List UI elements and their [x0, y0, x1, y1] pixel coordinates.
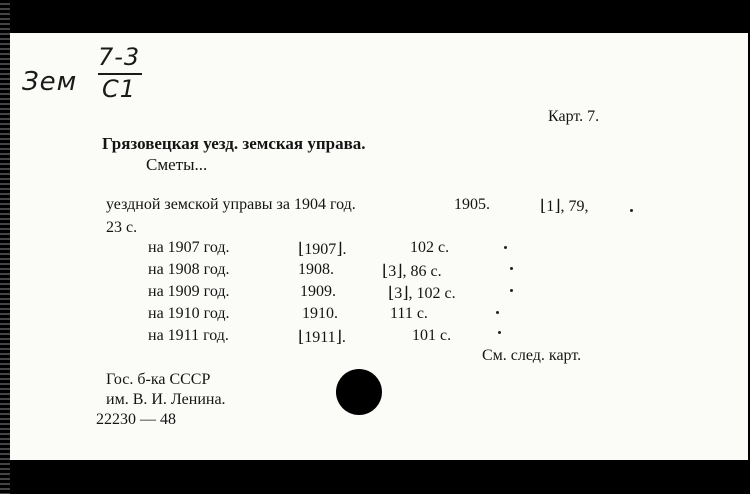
- speck: [510, 267, 513, 270]
- speck: [498, 331, 501, 334]
- row-label: на 1909 год.: [148, 283, 230, 300]
- card-edge-shadow: [0, 0, 10, 494]
- row-pages: ⌊3⌋, 86 с.: [382, 263, 442, 280]
- row-year: 1909.: [300, 283, 336, 300]
- entry-line-2: 23 с.: [106, 219, 138, 236]
- row-pages: 111 с.: [390, 305, 428, 322]
- row-label: на 1907 год.: [148, 239, 230, 256]
- row-year: ⌊1907⌋.: [298, 241, 347, 258]
- card-number: Карт. 7.: [548, 108, 600, 125]
- handwritten-fraction-top: 7-3: [98, 43, 141, 71]
- row-year: ⌊1911⌋.: [298, 329, 346, 346]
- row-pages: ⌊3⌋, 102 с.: [388, 285, 456, 302]
- speck: [504, 246, 507, 249]
- entry-line-1-volume: ⌊1⌋, 79,: [540, 198, 589, 215]
- row-year: 1908.: [298, 261, 334, 278]
- entry-line-1: уездной земской управы за 1904 год.: [106, 196, 356, 213]
- library-stamp-line-2: им. В. И. Ленина.: [106, 391, 226, 408]
- row-year: 1910.: [302, 305, 338, 322]
- row-pages: 101 с.: [412, 327, 452, 344]
- entry-line-1-year: 1905.: [454, 196, 490, 213]
- card-subtitle: Сметы...: [146, 155, 208, 174]
- row-label: на 1911 год.: [148, 327, 229, 344]
- speck: [510, 289, 513, 292]
- row-label: на 1908 год.: [148, 261, 230, 278]
- speck: [630, 209, 633, 212]
- row-pages: 102 с.: [410, 239, 450, 256]
- see-next-card: См. след. карт.: [482, 347, 582, 364]
- library-stamp-line-3: 22230 — 48: [96, 411, 176, 428]
- card-title: Грязовецкая уезд. земская управа.: [102, 134, 366, 153]
- handwritten-fraction-bottom: С1: [102, 75, 137, 103]
- speck: [496, 311, 499, 314]
- punch-hole: [336, 369, 382, 415]
- handwritten-section: Зем: [22, 67, 78, 97]
- library-stamp-line-1: Гос. б-ка СССР: [106, 371, 211, 388]
- row-label: на 1910 год.: [148, 305, 230, 322]
